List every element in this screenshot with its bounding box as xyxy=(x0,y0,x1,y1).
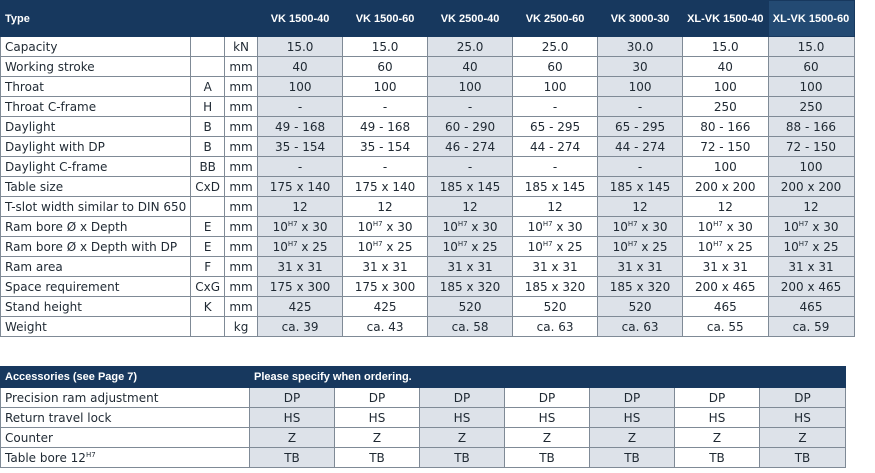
spec-symbol: K xyxy=(191,297,225,317)
spec-value: 30.0 xyxy=(598,37,683,57)
spec-value: 72 - 150 xyxy=(768,137,854,157)
spec-symbol: B xyxy=(191,137,225,157)
spec-unit: mm xyxy=(225,97,258,117)
spec-value: 12 xyxy=(428,197,513,217)
spec-row xyxy=(1,37,855,57)
spec-value: 100 xyxy=(683,157,768,177)
spec-value: 88 - 166 xyxy=(768,117,854,137)
spec-value: - xyxy=(258,157,343,177)
spec-label: Ram area xyxy=(1,257,191,277)
model-header: VK 2500-40 xyxy=(428,1,513,37)
spec-label: Daylight C-frame xyxy=(1,157,191,177)
spec-unit: mm xyxy=(225,217,258,237)
spec-value: 185 x 320 xyxy=(428,277,513,297)
spec-unit: mm xyxy=(225,277,258,297)
spec-value: $10^{H7}$ x 30 xyxy=(513,217,598,237)
spec-value: 40 xyxy=(428,57,513,77)
spec-value: 15.0 xyxy=(683,37,768,57)
spec-label: Throat xyxy=(1,77,191,97)
accessory-value: DP xyxy=(675,388,760,408)
spec-value: 100 xyxy=(768,77,854,97)
spec-unit: mm xyxy=(225,137,258,157)
spec-unit: mm xyxy=(225,77,258,97)
accessory-value: Z xyxy=(420,428,505,448)
spec-value: 185 x 320 xyxy=(598,277,683,297)
spec-value: ca. 55 xyxy=(683,317,768,337)
spec-symbol: A xyxy=(191,77,225,97)
spec-row xyxy=(1,177,855,197)
accessory-value: DP xyxy=(335,388,420,408)
spec-row xyxy=(1,217,855,237)
spec-value: 49 - 168 xyxy=(258,117,343,137)
spec-label: Space requirement xyxy=(1,277,191,297)
spec-value: 80 - 166 xyxy=(683,117,768,137)
spec-value: 44 - 274 xyxy=(513,137,598,157)
spec-value: ca. 43 xyxy=(343,317,428,337)
accessory-label: Counter xyxy=(1,428,250,448)
spec-value: 25.0 xyxy=(513,37,598,57)
spec-unit: mm xyxy=(225,237,258,257)
spec-unit: mm xyxy=(225,57,258,77)
accessory-value: DP xyxy=(760,388,846,408)
spec-value: 31 x 31 xyxy=(258,257,343,277)
spec-label: Stand height xyxy=(1,297,191,317)
spec-symbol: E xyxy=(191,237,225,257)
spec-value: 31 x 31 xyxy=(343,257,428,277)
accessory-value: DP xyxy=(590,388,675,408)
accessory-value: Z xyxy=(760,428,846,448)
spec-value: $10^{H7}$ x 25 xyxy=(258,237,343,257)
accessories-title: Accessories (see Page 7) xyxy=(1,367,250,388)
spec-value: 12 xyxy=(258,197,343,217)
accessory-label: Table bore $12^{H7}$ xyxy=(1,448,250,468)
spec-value: ca. 39 xyxy=(258,317,343,337)
spec-row xyxy=(1,277,855,297)
ordering-note: Please specify when ordering. xyxy=(250,367,846,388)
accessory-label: Precision ram adjustment xyxy=(1,388,250,408)
spec-value: 100 xyxy=(768,157,854,177)
model-header: VK 2500-60 xyxy=(513,1,598,37)
type-header: Type xyxy=(1,1,258,37)
spec-value: 100 xyxy=(683,77,768,97)
spec-value: 31 x 31 xyxy=(683,257,768,277)
model-header: XL-VK 1500-60 xyxy=(768,1,854,37)
spec-value: 31 x 31 xyxy=(768,257,854,277)
spec-row xyxy=(1,77,855,97)
spec-value: 12 xyxy=(768,197,854,217)
model-header: VK 3000-30 xyxy=(598,1,683,37)
spec-value: 30 xyxy=(598,57,683,77)
spec-row xyxy=(1,257,855,277)
spec-unit: mm xyxy=(225,297,258,317)
spec-value: 60 xyxy=(768,57,854,77)
spec-unit: mm xyxy=(225,257,258,277)
spec-value: $10^{H7}$ x 30 xyxy=(683,217,768,237)
accessory-value: HS xyxy=(760,408,846,428)
spec-label: T-slot width similar to DIN 650 xyxy=(1,197,191,217)
accessory-value: TB xyxy=(760,448,846,468)
spec-value: - xyxy=(258,97,343,117)
accessory-value: HS xyxy=(505,408,590,428)
spec-value: 35 - 154 xyxy=(258,137,343,157)
spec-value: 40 xyxy=(683,57,768,77)
spec-label: Ram bore Ø x Depth xyxy=(1,217,191,237)
accessory-value: HS xyxy=(675,408,760,428)
model-header: VK 1500-60 xyxy=(343,1,428,37)
spec-row xyxy=(1,157,855,177)
spec-value: 60 - 290 xyxy=(428,117,513,137)
accessory-row xyxy=(1,408,846,428)
accessory-value: TB xyxy=(590,448,675,468)
accessory-value: Z xyxy=(250,428,335,448)
spec-symbol: H xyxy=(191,97,225,117)
spec-symbol: CxG xyxy=(191,277,225,297)
accessory-value: Z xyxy=(590,428,675,448)
spec-value: - xyxy=(343,97,428,117)
spec-symbol xyxy=(191,317,225,337)
spec-label: Daylight xyxy=(1,117,191,137)
spec-value: 175 x 300 xyxy=(343,277,428,297)
spec-value: 60 xyxy=(513,57,598,77)
spec-value: $10^{H7}$ x 30 xyxy=(428,217,513,237)
accessory-value: Z xyxy=(505,428,590,448)
spec-value: 25.0 xyxy=(428,37,513,57)
spec-value: $10^{H7}$ x 30 xyxy=(258,217,343,237)
spec-value: ca. 58 xyxy=(428,317,513,337)
spec-value: ca. 59 xyxy=(768,317,854,337)
spec-label: Ram bore Ø x Depth with DP xyxy=(1,237,191,257)
spec-unit: mm xyxy=(225,177,258,197)
spec-symbol: CxD xyxy=(191,177,225,197)
spec-value: 40 xyxy=(258,57,343,77)
spec-value: 46 - 274 xyxy=(428,137,513,157)
accessory-value: DP xyxy=(250,388,335,408)
spec-value: 12 xyxy=(598,197,683,217)
spec-value: $10^{H7}$ x 25 xyxy=(598,237,683,257)
spec-value: ca. 63 xyxy=(513,317,598,337)
spec-value: - xyxy=(513,97,598,117)
spec-symbol xyxy=(191,37,225,57)
spec-value: 15.0 xyxy=(768,37,854,57)
spec-value: 12 xyxy=(513,197,598,217)
spec-value: 185 x 145 xyxy=(428,177,513,197)
accessories-table xyxy=(0,366,846,468)
spec-symbol: E xyxy=(191,217,225,237)
spec-symbol: BB xyxy=(191,157,225,177)
spec-value: $10^{H7}$ x 25 xyxy=(683,237,768,257)
accessory-value: TB xyxy=(505,448,590,468)
spec-value: - xyxy=(343,157,428,177)
accessory-value: HS xyxy=(250,408,335,428)
spec-row xyxy=(1,97,855,117)
spec-value: 31 x 31 xyxy=(513,257,598,277)
accessory-value: Z xyxy=(675,428,760,448)
spec-row xyxy=(1,197,855,217)
spec-row xyxy=(1,117,855,137)
spec-value: 65 - 295 xyxy=(513,117,598,137)
spec-value: 12 xyxy=(343,197,428,217)
spec-value: 465 xyxy=(683,297,768,317)
spec-row xyxy=(1,237,855,257)
spec-value: 465 xyxy=(768,297,854,317)
spec-value: 100 xyxy=(428,77,513,97)
spec-unit: mm xyxy=(225,117,258,137)
spec-value: $10^{H7}$ x 25 xyxy=(343,237,428,257)
spec-symbol: B xyxy=(191,117,225,137)
spec-value: 520 xyxy=(598,297,683,317)
spec-row xyxy=(1,57,855,77)
spec-symbol xyxy=(191,197,225,217)
spec-value: 175 x 140 xyxy=(343,177,428,197)
spec-value: 200 x 465 xyxy=(683,277,768,297)
spec-value: 100 xyxy=(343,77,428,97)
spec-value: $10^{H7}$ x 30 xyxy=(343,217,428,237)
spec-label: Working stroke xyxy=(1,57,191,77)
spec-value: 44 - 274 xyxy=(598,137,683,157)
spec-value: 31 x 31 xyxy=(428,257,513,277)
accessory-value: HS xyxy=(420,408,505,428)
spec-value: $10^{H7}$ x 25 xyxy=(513,237,598,257)
spec-label: Table size xyxy=(1,177,191,197)
spec-value: 15.0 xyxy=(343,37,428,57)
spec-value: 425 xyxy=(258,297,343,317)
spec-value: - xyxy=(428,97,513,117)
accessory-value: HS xyxy=(590,408,675,428)
spec-value: 72 - 150 xyxy=(683,137,768,157)
spec-unit: kg xyxy=(225,317,258,337)
spec-label: Weight xyxy=(1,317,191,337)
spec-label: Capacity xyxy=(1,37,191,57)
accessory-value: HS xyxy=(335,408,420,428)
accessory-row xyxy=(1,388,846,408)
accessory-value: DP xyxy=(505,388,590,408)
spec-value: 60 xyxy=(343,57,428,77)
accessory-value: TB xyxy=(250,448,335,468)
accessory-row xyxy=(1,428,846,448)
spec-value: $10^{H7}$ x 30 xyxy=(768,217,854,237)
spec-value: 185 x 145 xyxy=(598,177,683,197)
spec-unit: mm xyxy=(225,157,258,177)
accessory-row xyxy=(1,448,846,468)
spec-value: ca. 63 xyxy=(598,317,683,337)
spec-value: 200 x 200 xyxy=(768,177,854,197)
spec-value: 12 xyxy=(683,197,768,217)
spec-value: - xyxy=(428,157,513,177)
spec-value: 185 x 320 xyxy=(513,277,598,297)
accessory-value: TB xyxy=(675,448,760,468)
spec-value: 250 xyxy=(768,97,854,117)
spec-value: $10^{H7}$ x 25 xyxy=(768,237,854,257)
spec-value: 520 xyxy=(513,297,598,317)
spec-value: 200 x 200 xyxy=(683,177,768,197)
spec-unit: kN xyxy=(225,37,258,57)
spec-value: 100 xyxy=(598,77,683,97)
spec-value: 65 - 295 xyxy=(598,117,683,137)
accessory-value: TB xyxy=(420,448,505,468)
spec-value: 31 x 31 xyxy=(598,257,683,277)
spec-row xyxy=(1,137,855,157)
model-header: VK 1500-40 xyxy=(258,1,343,37)
spec-symbol xyxy=(191,57,225,77)
spec-row xyxy=(1,297,855,317)
spec-header-row xyxy=(1,1,855,37)
spec-label: Daylight with DP xyxy=(1,137,191,157)
spec-value: - xyxy=(598,97,683,117)
spec-symbol: F xyxy=(191,257,225,277)
spec-value: 250 xyxy=(683,97,768,117)
spec-value: $10^{H7}$ x 30 xyxy=(598,217,683,237)
spec-value: 100 xyxy=(258,77,343,97)
spec-value: 35 - 154 xyxy=(343,137,428,157)
accessory-label: Return travel lock xyxy=(1,408,250,428)
spec-value: 200 x 465 xyxy=(768,277,854,297)
model-header: XL-VK 1500-40 xyxy=(683,1,768,37)
spec-value: - xyxy=(598,157,683,177)
accessories-header-row xyxy=(1,367,846,388)
spec-value: 100 xyxy=(513,77,598,97)
spec-value: 175 x 140 xyxy=(258,177,343,197)
spec-value: - xyxy=(513,157,598,177)
spec-value: 185 x 145 xyxy=(513,177,598,197)
spec-value: 49 - 168 xyxy=(343,117,428,137)
accessory-value: DP xyxy=(420,388,505,408)
spec-value: 425 xyxy=(343,297,428,317)
spec-value: 15.0 xyxy=(258,37,343,57)
spec-value: 175 x 300 xyxy=(258,277,343,297)
accessory-value: Z xyxy=(335,428,420,448)
spec-value: 520 xyxy=(428,297,513,317)
spec-value: $10^{H7}$ x 25 xyxy=(428,237,513,257)
spec-label: Throat C-frame xyxy=(1,97,191,117)
accessory-value: TB xyxy=(335,448,420,468)
spec-row xyxy=(1,317,855,337)
spec-unit: mm xyxy=(225,197,258,217)
